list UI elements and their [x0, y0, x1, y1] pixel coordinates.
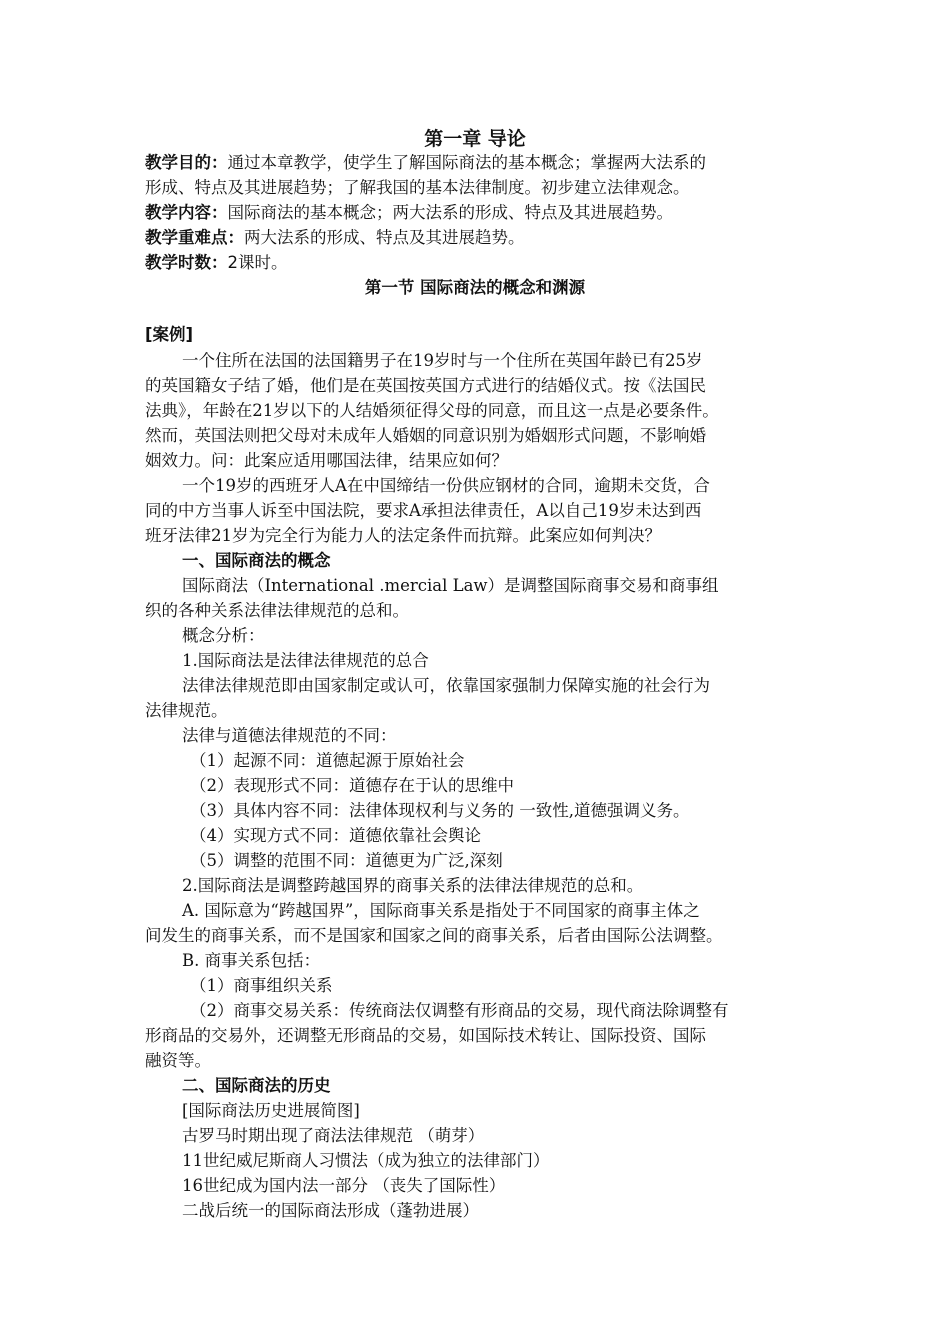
point-2: 2.国际商法是调整跨越国界的商事关系的法律法律规范的总和。 [182, 876, 644, 895]
point-a-line-1: A. 国际意为“跨越国界”，国际商事关系是指处于不同国家的商事主体之 [182, 901, 700, 920]
content-label: 教学内容： [145, 203, 228, 222]
case-label: [案例] [145, 325, 194, 344]
key-points-line [145, 226, 810, 250]
case1-line-5: 姻效力。问：此案应适用哪国法律，结果应如何？ [145, 451, 508, 470]
diff-item-1: （1）起源不同：道德起源于原始社会 [190, 751, 465, 770]
analysis-label: 概念分析： [182, 626, 265, 645]
objectives-text-1: 通过本章教学，使学生了解国际商法的基本概念；掌握两大法系的 [227, 153, 706, 172]
key-points-text: 两大法系的形成、特点及其进展趋势。 [244, 228, 525, 247]
point-a-line-2: 间发生的商事关系，而不是国家和国家之间的商事关系，后者由国际公法调整。 [145, 926, 723, 945]
hours-text: 2课时。 [227, 253, 288, 272]
history-item-4: 二战后统一的国际商法形成（蓬勃进展） [182, 1201, 479, 1220]
law-def-line-2: 法律规范。 [145, 701, 228, 720]
history-item-3: 16世纪成为国内法一部分 （丧失了国际性） [182, 1176, 506, 1195]
history-label: [国际商法历史进展简图] [182, 1101, 360, 1120]
content-text: 国际商法的基本概念；两大法系的形成、特点及其进展趋势。 [227, 203, 673, 222]
key-points-label: 教学重难点： [145, 228, 244, 247]
diff-item-4: （4）实现方式不同：道德依靠社会舆论 [190, 826, 481, 845]
case1-line-1: 一个住所在法国的法国籍男子在19岁时与一个住所在英国年龄已有25岁 [182, 351, 703, 370]
history-item-1: 古罗马时期出现了商法法律规范 （萌芽） [182, 1126, 485, 1145]
heading-history: 二、国际商法的历史 [182, 1076, 331, 1095]
point-b: B. 商事关系包括： [182, 951, 321, 970]
objectives-line-1 [145, 151, 810, 175]
content-line [145, 201, 810, 225]
diff-item-3: （3）具体内容不同：法律体现权利与义务的 一致性,道德强调义务。 [190, 801, 690, 820]
case2-line-3: 班牙法律21岁为完全行为能力人的法定条件而抗辩。此案应如何判决？ [145, 526, 661, 545]
diff-label: 法律与道德法律规范的不同： [182, 726, 397, 745]
case2-line-1: 一个19岁的西班牙人A在中国缔结一份供应钢材的合同，逾期未交货，合 [182, 476, 710, 495]
section-title: 第一节 国际商法的概念和渊源 [364, 278, 586, 297]
chapter-title: 第一章 导论 [424, 128, 526, 150]
history-item-2: 11世纪威尼斯商人习惯法（成为独立的法律部门） [182, 1151, 550, 1170]
case1-line-2: 的英国籍女子结了婚，他们是在英国按英国方式进行的结婚仪式。按《法国民 [145, 376, 706, 395]
relation-2-line-3: 融资等。 [145, 1051, 211, 1070]
relation-2-line-2: 形商品的交易外，还调整无形商品的交易，如国际技术转让、国际投资、国际 [145, 1026, 706, 1045]
objectives-line-2: 形成、特点及其进展趋势；了解我国的基本法律制度。初步建立法律观念。 [145, 178, 690, 197]
objectives-label: 教学目的： [145, 153, 228, 172]
case1-line-4: 然而，英国法则把父母对未成年人婚姻的同意识别为婚姻形式问题，不影响婚 [145, 426, 706, 445]
hours-line [145, 251, 810, 275]
heading-concept: 一、国际商法的概念 [182, 551, 331, 570]
definition-line-1: 国际商法（International .mercial Law）是调整国际商事交易和商事组 [182, 576, 719, 595]
law-def-line-1: 法律法律规范即由国家制定或认可，依靠国家强制力保障实施的社会行为 [182, 676, 710, 695]
relation-2-line-1: （2）商事交易关系：传统商法仅调整有形商品的交易，现代商法除调整有 [190, 1001, 729, 1020]
case2-line-2: 同的中方当事人诉至中国法院，要求A承担法律责任，A以自己19岁未达到西 [145, 501, 702, 520]
point-1: 1.国际商法是法律法律规范的总合 [182, 651, 429, 670]
diff-item-2: （2）表现形式不同：道德存在于认的思维中 [190, 776, 514, 795]
relation-1: （1）商事组织关系 [190, 976, 333, 995]
case1-line-3: 法典》，年龄在21岁以下的人结婚须征得父母的同意，而且这一点是必要条件。 [145, 401, 719, 420]
definition-line-2: 织的各种关系法律法律规范的总和。 [145, 601, 409, 620]
diff-item-5: （5）调整的范围不同：道德更为广泛,深刻 [190, 851, 503, 870]
hours-label: 教学时数： [145, 253, 228, 272]
